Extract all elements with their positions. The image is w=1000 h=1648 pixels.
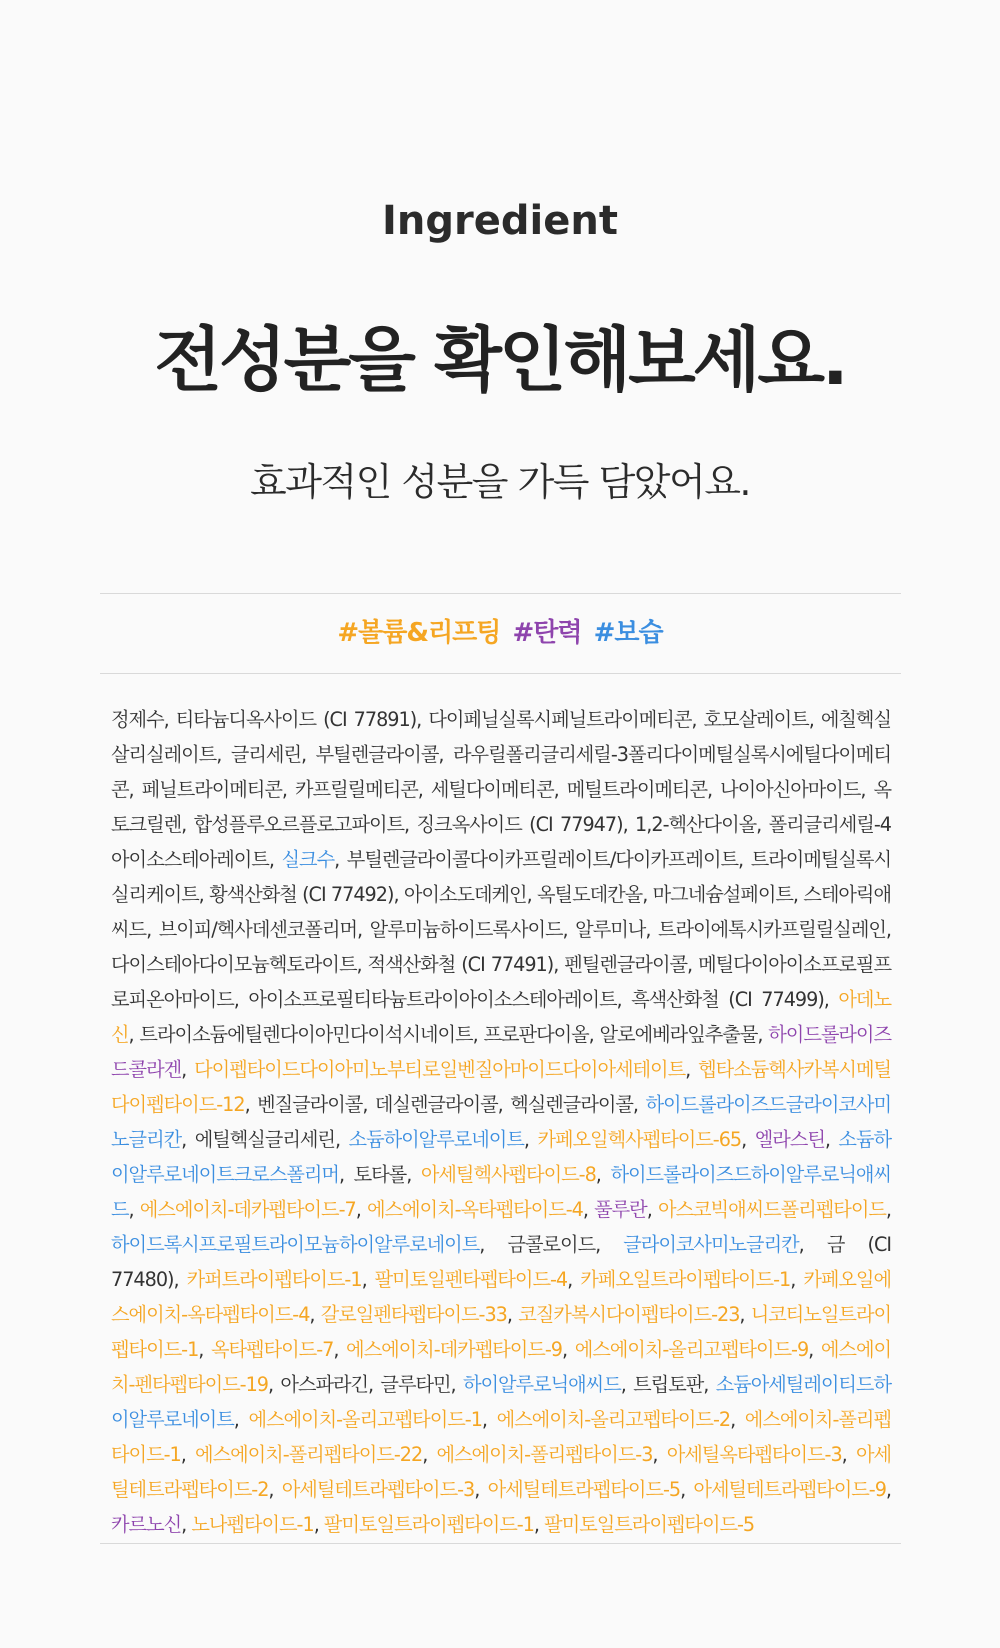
ingredient-text: , 벤질글라이콜, 데실렌글라이콜, 헥실렌글라이콜, xyxy=(244,1093,646,1116)
highlighted-ingredient: 에스에이치-폴리펩타이드-3 xyxy=(436,1443,653,1466)
ingredient-text: , 트립토판, xyxy=(620,1373,716,1396)
highlighted-ingredient: 카페오일에스에이치-옥타펩타이드-4 xyxy=(111,1268,891,1326)
highlighted-ingredient: 다이펩타이드다이아미노부티로일벤질아마이드다이아세테이트 xyxy=(194,1058,686,1081)
ingredient-text: , xyxy=(268,1478,282,1501)
highlighted-ingredient: 헵타소듐헥사카복시메틸다이펩타이드-12 xyxy=(111,1058,892,1116)
highlighted-ingredient: 아스코빅애씨드폴리펩타이드 xyxy=(657,1198,886,1221)
highlighted-ingredient: 하이드롤라이즈드하이알루로닉애씨드 xyxy=(111,1163,891,1221)
ingredient-text: , xyxy=(181,1513,192,1536)
ingredient-text: , xyxy=(506,1303,519,1326)
highlighted-ingredient: 아데노신 xyxy=(111,988,891,1046)
ingredient-text: , 아스파라긴, 글루타민, xyxy=(268,1373,463,1396)
highlighted-ingredient: 카르노신 xyxy=(111,1513,182,1536)
ingredient-text: , xyxy=(313,1513,324,1536)
highlighted-ingredient: 아세틸옥타펩타이드-3 xyxy=(666,1443,842,1466)
highlighted-ingredient: 아세틸헥사펩타이드-8 xyxy=(420,1163,596,1186)
ingredient-text: , xyxy=(730,1408,745,1431)
highlighted-ingredient: 에스에이치-올리고펩타이드-1 xyxy=(248,1408,482,1431)
ingredient-text: , xyxy=(481,1408,497,1431)
ingredient-text: , xyxy=(741,1128,755,1151)
ingredient-text: , xyxy=(790,1268,804,1291)
highlighted-ingredient: 에스에이치-올리고펩타이드-2 xyxy=(496,1408,731,1431)
highlighted-ingredient: 아세틸테트라펩타이드-5 xyxy=(487,1478,681,1501)
ingredient-text: , xyxy=(198,1338,211,1361)
ingredient-text: , xyxy=(582,1198,595,1221)
hashtag: #탄력 xyxy=(512,618,582,648)
ingredient-text: , 부틸렌글라이콜다이카프릴레이트/다이카프레이트, 트라이메틸실록시실리케이트, 황색산화철 (CI 77492), 아이소도데케인, 옥틸도데칸올, 마그네슘설페이트, 스테아릭애씨드, 브이피/헥사데센코폴리머, 알루미늄하이드록사이드, 알루미나, 트라이에톡시카프릴릴실레인, 다이스테아다이모늄헥토라이트, 적색산화철 (CI 77491), 펜틸렌글라이콜, 메틸다이아이소프로필프로피온아마이드, 아이소프로필티타늄트라이아이소스테아레이트, 흑색산화철 (CI 77499), xyxy=(111,848,891,1011)
highlighted-ingredient: 에스에이치-폴리펩타이드-1 xyxy=(111,1408,891,1466)
ingredient-text: , xyxy=(309,1303,321,1326)
highlighted-ingredient: 팔미토일트라이펩타이드-5 xyxy=(544,1513,755,1536)
highlighted-ingredient: 카페오일헥사펩타이드-65 xyxy=(537,1128,742,1151)
ingredient-text: , xyxy=(680,1478,694,1501)
ingredient-text: , xyxy=(885,1198,892,1221)
ingredient-text: , xyxy=(685,1058,699,1081)
ingredient-text: , xyxy=(181,1058,195,1081)
section-subhead: 효과적인 성분을 가득 담았어요. xyxy=(249,460,751,504)
ingredient-text: , xyxy=(841,1443,856,1466)
ingredient-text: , 토타롤, xyxy=(338,1163,421,1186)
highlighted-ingredient: 소듐하이알루로네이트 xyxy=(348,1128,524,1151)
highlighted-ingredient: 에스에이치-데카펩타이드-7 xyxy=(139,1198,356,1221)
highlighted-ingredient: 에스에이치-올리고펩타이드-9 xyxy=(574,1338,809,1361)
ingredient-text: , xyxy=(233,1408,249,1431)
highlighted-ingredient: 실크수 xyxy=(281,848,335,871)
divider-top xyxy=(100,593,901,594)
highlighted-ingredient: 하이드롤라이즈드글라이코사미노글리칸 xyxy=(111,1093,891,1151)
highlighted-ingredient: 소듐하이알루로네이트크로스폴리머 xyxy=(111,1128,892,1186)
ingredient-text: , xyxy=(355,1198,367,1221)
highlighted-ingredient: 에스에이치-펜타펩타이드-19 xyxy=(111,1338,892,1396)
ingredient-text: , 금콜로이드, xyxy=(479,1233,624,1256)
highlighted-ingredient: 노나펩타이드-1 xyxy=(191,1513,314,1536)
highlighted-ingredient: 팔미토일펜타펩타이드-4 xyxy=(374,1268,568,1291)
highlighted-ingredient: 갈로일펜타펩타이드-33 xyxy=(320,1303,507,1326)
highlighted-ingredient: 에스에이치-옥타펩타이드-4 xyxy=(366,1198,583,1221)
highlighted-ingredient: 아세틸테트라펩타이드-9 xyxy=(693,1478,886,1501)
divider-middle xyxy=(100,673,901,674)
highlighted-ingredient: 니코티노일트라이펩타이드-1 xyxy=(111,1303,892,1361)
highlighted-ingredient: 에스에이치-폴리펩타이드-22 xyxy=(195,1443,423,1466)
highlighted-ingredient: 풀루란 xyxy=(594,1198,647,1221)
ingredient-text: , 금 (CI 77480), xyxy=(111,1233,891,1291)
highlighted-ingredient: 팔미토일트라이펩타이드-1 xyxy=(323,1513,534,1536)
ingredient-text: , xyxy=(523,1128,538,1151)
ingredient-text: , xyxy=(808,1338,821,1361)
highlighted-ingredient: 아세틸테트라펩타이드-3 xyxy=(281,1478,475,1501)
highlighted-ingredient: 카페오일트라이펩타이드-1 xyxy=(580,1268,791,1291)
ingredient-text: , xyxy=(361,1268,375,1291)
ingredient-text: , xyxy=(422,1443,437,1466)
highlighted-ingredient: 카퍼트라이펩타이드-1 xyxy=(186,1268,362,1291)
ingredient-list xyxy=(111,702,891,1542)
ingredient-text: 정제수, 티타늄디옥사이드 (CI 77891), 다이페닐실록시페닐트라이메티콘, 호모살레이트, 에칠헥실살리실레이트, 글리세린, 부틸렌글라이콜, 라우릴폴리글리세릴-3폴리다이메틸실록시에틸다이메티콘, 페닐트라이메티콘, 카프릴릴메티콘, 세틸다이메티콘, 메틸트라이메티콘, 나이아신아마이드, 옥토크릴렌, 합성플루오르플로고파이트, 징크옥사이드 (CI 77947), 1,2-헥산다이올, 폴리글리세릴-4아이소스테아레이트, xyxy=(111,708,891,871)
highlighted-ingredient: 코질카복시다이펩타이드-23 xyxy=(518,1303,740,1326)
hashtag: #볼륨&리프팅 xyxy=(337,618,501,648)
highlighted-ingredient: 에스에이치-데카펩타이드-9 xyxy=(346,1338,562,1361)
highlighted-ingredient: 하이드록시프로필트라이모늄하이알루로네이트 xyxy=(111,1233,480,1256)
ingredient-text: , xyxy=(333,1338,347,1361)
hashtag: #보습 xyxy=(593,618,663,648)
ingredient-text: , xyxy=(180,1443,196,1466)
ingredient-text: , xyxy=(474,1478,488,1501)
section-headline: 전성분을 확인해보세요. xyxy=(154,319,846,401)
ingredient-text: , 에틸헥실글리세린, xyxy=(181,1128,349,1151)
highlighted-ingredient: 소듐아세틸레이티드하이알루로네이트 xyxy=(111,1373,891,1431)
hashtag-row xyxy=(0,613,1000,653)
ingredient-text: , 트라이소듐에틸렌다이아민다이석시네이트, 프로판다이올, 알로에베라잎추출물, xyxy=(128,1023,769,1046)
ingredient-text: , xyxy=(824,1128,839,1151)
highlighted-ingredient: 엘라스틴 xyxy=(754,1128,825,1151)
ingredient-text: , xyxy=(652,1443,667,1466)
ingredient-text: , xyxy=(561,1338,575,1361)
ingredient-text: , xyxy=(533,1513,545,1536)
ingredient-text: , xyxy=(567,1268,581,1291)
ingredient-text: , xyxy=(646,1198,658,1221)
highlighted-ingredient: 하이알루로닉애씨드 xyxy=(462,1373,621,1396)
ingredient-text: , xyxy=(885,1478,892,1501)
ingredient-text: , xyxy=(595,1163,611,1186)
ingredient-text: , xyxy=(739,1303,751,1326)
highlighted-ingredient: 옥타펩타이드-7 xyxy=(210,1338,334,1361)
highlighted-ingredient: 글라이코사미노글리칸 xyxy=(623,1233,799,1256)
divider-bottom xyxy=(100,1543,901,1544)
section-eyebrow: Ingredient xyxy=(382,198,618,244)
highlighted-ingredient: 아세틸테트라펩타이드-2 xyxy=(111,1443,892,1501)
ingredient-text: , xyxy=(128,1198,140,1221)
highlighted-ingredient: 하이드롤라이즈드콜라겐 xyxy=(111,1023,891,1081)
